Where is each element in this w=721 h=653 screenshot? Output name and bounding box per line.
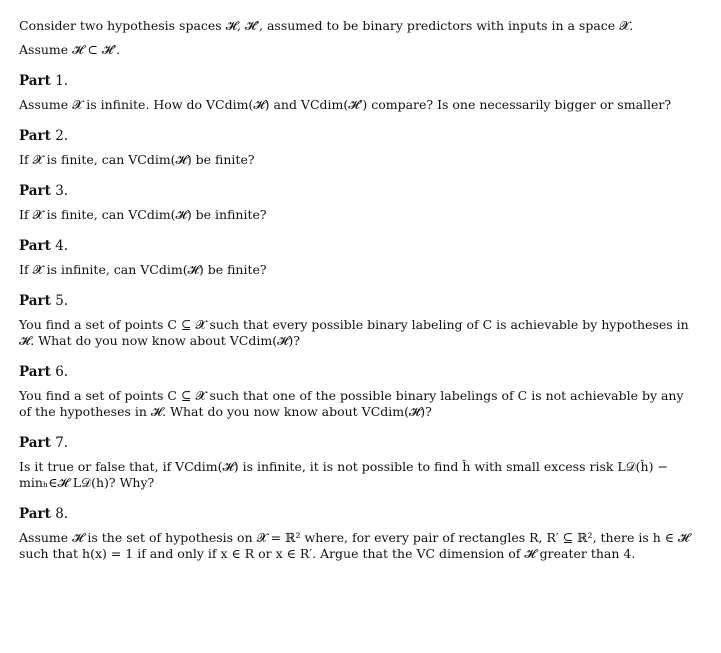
part-3	[19, 182, 699, 223]
part-number: 7.	[55, 435, 69, 451]
part-number: 6.	[55, 364, 69, 380]
part-4	[19, 237, 699, 278]
part-number: 3.	[55, 183, 69, 199]
part-6	[19, 363, 699, 420]
part-7	[19, 434, 699, 491]
part-text: If 𝓧 is infinite, can VCdim(𝓗) be finite?	[19, 262, 267, 277]
part-label: Part	[19, 435, 51, 451]
part-label: Part	[19, 364, 51, 380]
part-1	[19, 72, 699, 113]
part-heading	[19, 434, 699, 452]
part-heading	[19, 363, 699, 381]
part-number: 2.	[55, 128, 69, 144]
part-number: 5.	[55, 293, 69, 309]
part-text: You find a set of points C ⊆ 𝓧 such that every possible binary labeling of C is achievable by hypotheses in 𝓗. What do you now know about VCdim(𝓗)?	[19, 317, 689, 348]
part-label: Part	[19, 128, 51, 144]
part-text: You find a set of points C ⊆ 𝓧 such that one of the possible binary labelings of C is not achievable by any of the hypotheses in 𝓗. What do you now know about VCdim(𝓗)?	[19, 388, 684, 419]
part-5	[19, 292, 699, 349]
part-heading	[19, 237, 699, 255]
part-text: Assume 𝓧 is infinite. How do VCdim(𝓗) and VCdim(𝓗′) compare? Is one necessarily bigger or smaller?	[19, 97, 672, 112]
part-text: Is it true or false that, if VCdim(𝓗) is infinite, it is not possible to find ĥ with small excess risk L𝒟(ĥ) − minₕ∈𝓗 L𝒟(h)? Why?	[19, 459, 668, 490]
part-number: 8.	[55, 506, 69, 522]
part-label: Part	[19, 506, 51, 522]
part-label: Part	[19, 293, 51, 309]
part-heading	[19, 127, 699, 145]
part-text: If 𝓧 is finite, can VCdim(𝓗) be infinite?	[19, 207, 267, 222]
intro-line-1: Consider two hypothesis spaces 𝓗, 𝓗′, assumed to be binary predictors with inputs in a space 𝓧.	[19, 18, 634, 33]
part-heading	[19, 505, 699, 523]
part-heading	[19, 182, 699, 200]
part-number: 1.	[55, 73, 69, 89]
part-text: If 𝓧 is finite, can VCdim(𝓗) be finite?	[19, 152, 255, 167]
part-number: 4.	[55, 238, 69, 254]
part-heading	[19, 292, 699, 310]
part-text: Assume 𝓗 is the set of hypothesis on 𝓧 = ℝ² where, for every pair of rectangles R, R′ ⊆ ℝ², there is h ∈ 𝓗 such that h(x) = 1 if and only if x ∈ R or x ∈ R′. Argue that the VC dimension of 𝓗 greater than 4.	[19, 530, 690, 561]
part-2	[19, 127, 699, 168]
part-label: Part	[19, 238, 51, 254]
part-heading	[19, 72, 699, 90]
intro-line-2: Assume 𝓗 ⊂ 𝓗′.	[19, 42, 120, 57]
part-label: Part	[19, 183, 51, 199]
part-label: Part	[19, 73, 51, 89]
part-8	[19, 505, 699, 562]
